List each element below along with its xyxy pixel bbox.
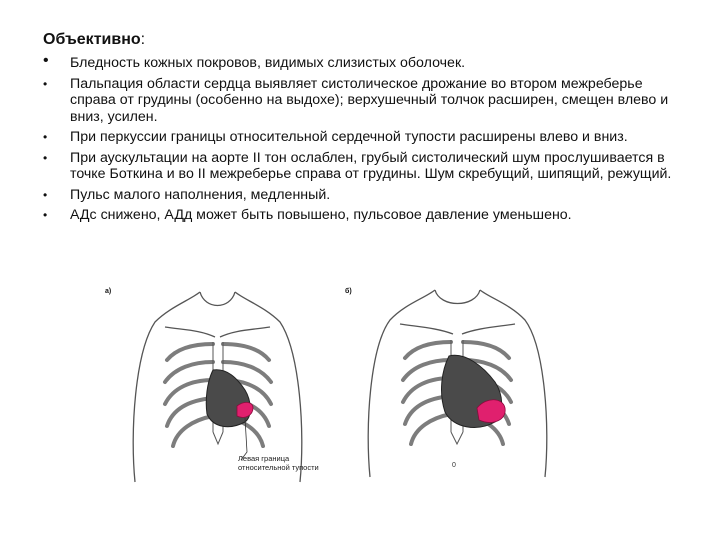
- border-callout: [238, 454, 319, 472]
- figure-b-label: б): [345, 288, 352, 295]
- list-item-text: При перкуссии границы относительной сердечной тупости расширены влево и вниз.: [70, 129, 628, 145]
- list-item-text: Пальпация области сердца выявляет систолическое дрожание во втором межреберье справа от грудины (особенно на выдохе); верхушечный толчок расширен, смещен влево и вниз, усилен.: [70, 75, 669, 125]
- bullet-icon: •: [43, 52, 49, 69]
- slide-title: [43, 30, 145, 50]
- callout-line-2: относительной тупости: [238, 463, 319, 472]
- list-item: [43, 187, 683, 204]
- bullet-icon: •: [43, 187, 48, 202]
- bullet-icon: •: [43, 76, 48, 91]
- list-item: [43, 207, 683, 224]
- chest-drawing-b: [345, 282, 575, 482]
- list-item-text: Пульс малого наполнения, медленный.: [70, 186, 331, 203]
- figure-b-mark: 0: [452, 462, 456, 469]
- title-main: Объективно: [43, 31, 141, 48]
- list-item: [43, 129, 683, 146]
- callout-line-1: Левая граница: [238, 454, 290, 463]
- list-item: [43, 76, 683, 126]
- list-item-text: АДс снижено, АДд может быть повышено, пульсовое давление уменьшено.: [70, 207, 572, 223]
- list-item: [43, 52, 683, 72]
- figure-a-label: а): [105, 288, 112, 295]
- list-item-text: Бледность кожных покровов, видимых слизистых оболочек.: [70, 55, 466, 71]
- bullet-icon: •: [43, 208, 48, 222]
- chest-illustration-b: [345, 282, 575, 482]
- findings-list: [43, 52, 683, 228]
- bullet-icon: •: [43, 130, 48, 144]
- list-item: [43, 150, 683, 183]
- list-item-text: При аускультации на аорте II тон ослаблен, грубый систолический шум прослушивается в точке Боткина и во II межреберье справа от грудины. Шум скребущий, шипящий, режущий.: [70, 149, 672, 182]
- bullet-icon: •: [43, 150, 48, 165]
- title-colon: :: [140, 31, 146, 48]
